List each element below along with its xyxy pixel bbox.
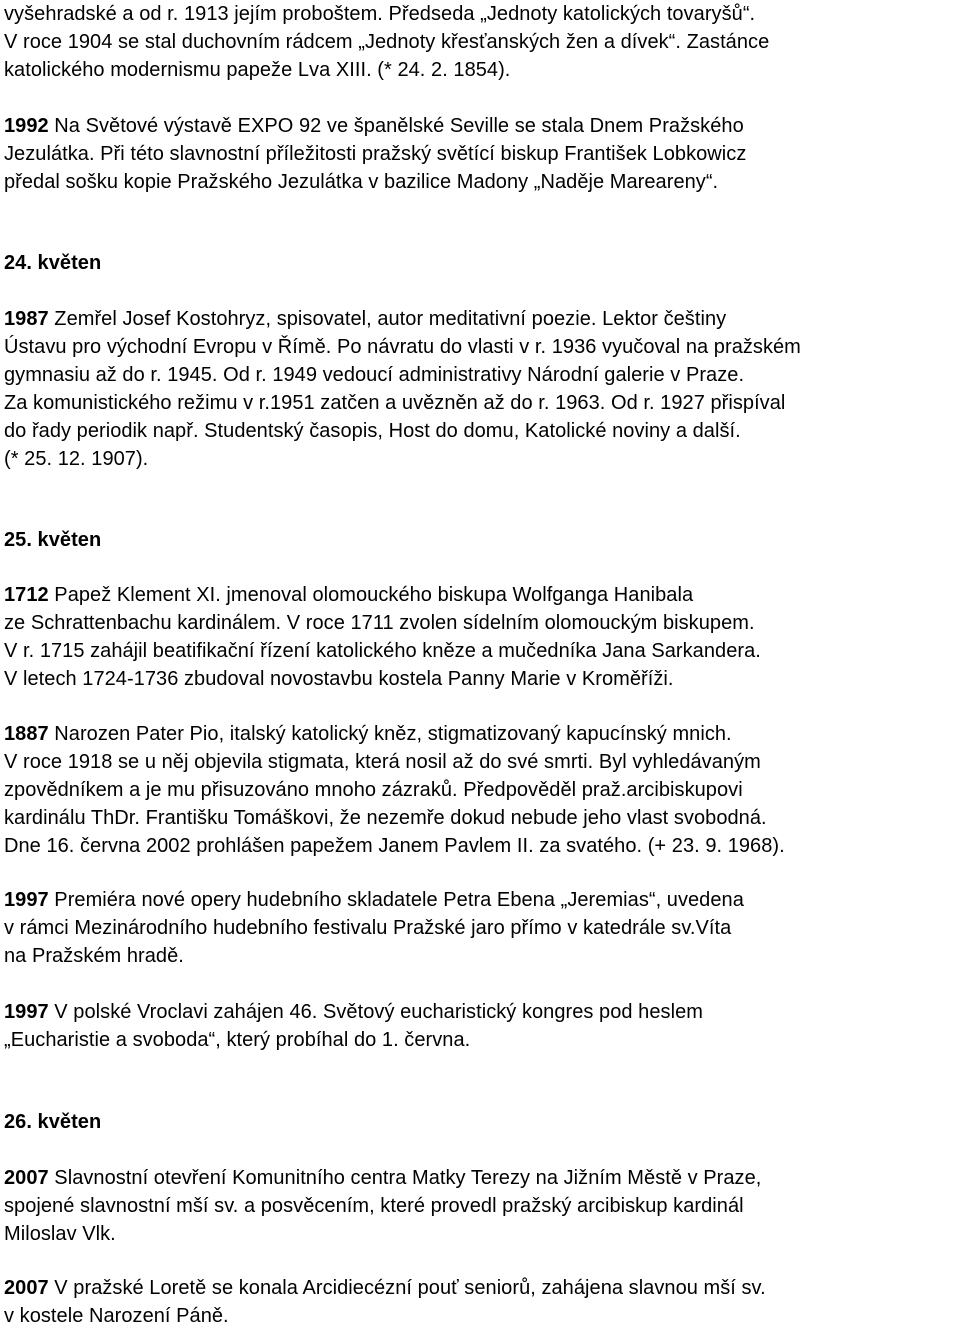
text-line: V letech 1724-1736 zbudoval novostavbu kostela Panny Marie v Kroměříži.: [4, 668, 674, 690]
text-line: gymnasiu až do r. 1945. Od r. 1949 vedoucí administrativy Národní galerie v Praze.: [4, 364, 745, 386]
entry-year: 1712: [4, 584, 49, 606]
entry-line: [4, 1164, 761, 1192]
entry-line: [4, 305, 726, 333]
entry-year: 1992: [4, 115, 49, 137]
text-line: Jezulátka. Při této slavnostní příležitosti pražský světící biskup František Lobkowicz: [4, 143, 747, 165]
entry-year: 1997: [4, 889, 49, 911]
section-heading: 26. květen: [4, 1111, 102, 1133]
entry-line: [4, 112, 744, 140]
entry-text: V polské Vroclavi zahájen 46. Světový eucharistický kongres pod heslem: [48, 1001, 703, 1023]
entry-text: Narozen Pater Pio, italský katolický kněz, stigmatizovaný kapucínský mnich.: [48, 723, 732, 745]
entry-line: [4, 581, 693, 609]
entry-line: [4, 1274, 766, 1302]
text-line: v rámci Mezinárodního hudebního festivalu Pražské jaro přímo v katedrále sv.Víta: [4, 917, 732, 939]
text-line: Miloslav Vlk.: [4, 1223, 116, 1245]
entry-line: [4, 720, 732, 748]
text-line: katolického modernismu papeže Lva XIII. (* 24. 2. 1854).: [4, 59, 511, 81]
text-line: Dne 16. června 2002 prohlášen papežem Janem Pavlem II. za svatého. (+ 23. 9. 1968).: [4, 835, 785, 857]
text-line: zpovědníkem a je mu přisuzováno mnoho zázraků. Předpověděl praž.arcibiskupovi: [4, 779, 743, 801]
entry-text: Zemřel Josef Kostohryz, spisovatel, autor meditativní poezie. Lektor češtiny: [48, 308, 727, 330]
text-line: (* 25. 12. 1907).: [4, 448, 149, 470]
text-line: do řady periodik např. Studentský časopis, Host do domu, Katolické noviny a další.: [4, 420, 741, 442]
text-line: spojené slavnostní mší sv. a posvěcením, které provedl pražský arcibiskup kardinál: [4, 1195, 744, 1217]
text-line: Za komunistického režimu v r.1951 zatčen a uvězněn až do r. 1963. Od r. 1927 přispíval: [4, 392, 786, 414]
section-heading: 24. květen: [4, 252, 102, 274]
entry-line: [4, 998, 703, 1026]
text-line: „Eucharistie a svoboda“, který probíhal do 1. června.: [4, 1029, 471, 1051]
text-line: V roce 1904 se stal duchovním rádcem „Jednoty křesťanských žen a dívek“. Zastánce: [4, 31, 770, 53]
entry-year: 1987: [4, 308, 49, 330]
text-line: vyšehradské a od r. 1913 jejím proboštem. Předseda „Jednoty katolických tovaryšů“.: [4, 3, 756, 25]
text-line: Ústavu pro východní Evropu v Římě. Po návratu do vlasti v r. 1936 vyučoval na pražském: [4, 336, 801, 358]
entry-text: V pražské Loretě se konala Arcidiecézní pouť seniorů, zahájena slavnou mší sv.: [48, 1277, 766, 1299]
text-line: předal sošku kopie Pražského Jezulátka v bazilice Madony „Naděje Mareareny“.: [4, 171, 719, 193]
section-heading: 25. květen: [4, 529, 102, 551]
entry-text: Premiéra nové opery hudebního skladatele Petra Ebena „Jeremias“, uvedena: [48, 889, 744, 911]
text-line: ze Schrattenbachu kardinálem. V roce 1711 zvolen sídelním olomouckým biskupem.: [4, 612, 755, 634]
text-line: kardinálu ThDr. Františku Tomáškovi, že nezemře dokud nebude jeho vlast svobodná.: [4, 807, 767, 829]
entry-text: Na Světové výstavě EXPO 92 ve španělské Seville se stala Dnem Pražského: [48, 115, 744, 137]
entry-year: 1997: [4, 1001, 49, 1023]
entry-year: 2007: [4, 1167, 49, 1189]
entry-year: 1887: [4, 723, 49, 745]
text-line: V roce 1918 se u něj objevila stigmata, která nosil až do své smrti. Byl vyhledávaným: [4, 751, 761, 773]
entry-line: [4, 886, 744, 914]
entry-text: Papež Klement XI. jmenoval olomouckého biskupa Wolfganga Hanibala: [48, 584, 694, 606]
text-line: V r. 1715 zahájil beatifikační řízení katolického kněze a mučedníka Jana Sarkandera.: [4, 640, 761, 662]
text-line: na Pražském hradě.: [4, 945, 184, 967]
text-line: v kostele Narození Páně.: [4, 1305, 229, 1327]
entry-text: Slavnostní otevření Komunitního centra Matky Terezy na Jižním Městě v Praze,: [48, 1167, 762, 1189]
entry-year: 2007: [4, 1277, 49, 1299]
